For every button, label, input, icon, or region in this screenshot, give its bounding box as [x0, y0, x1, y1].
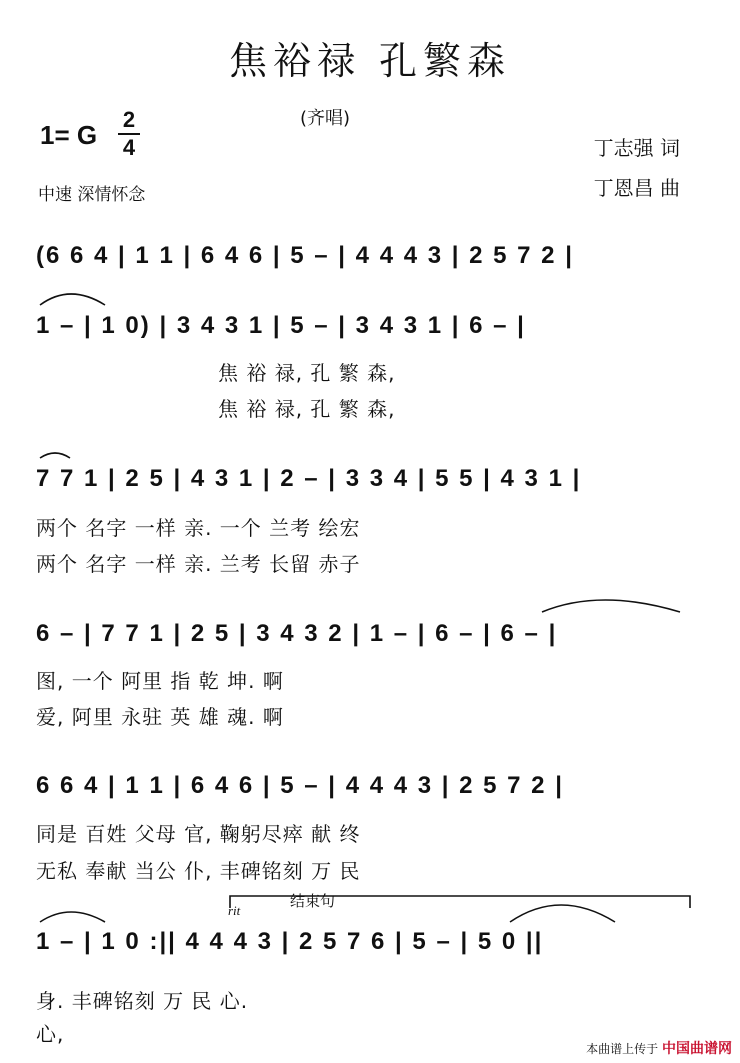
lyric-line-3a: 两个 名字 一样 亲. 一个 兰考 绘宏 — [36, 516, 361, 540]
lyric-line-4a: 图, 一个 阿里 指 乾 坤. 啊 — [36, 669, 284, 693]
lyric-line-5b: 无私 奉献 当公 仆, 丰碑铭刻 万 民 — [36, 859, 361, 883]
lyric-line-4b: 爱, 阿里 永驻 英 雄 魂. 啊 — [36, 705, 284, 729]
composer-credit: 丁恩昌 曲 — [593, 176, 680, 200]
lyric-line-3b: 两个 名字 一样 亲. 兰考 长留 赤子 — [36, 552, 361, 576]
performance-note: (齐唱) — [300, 108, 351, 129]
lyric-line-6a: 身. 丰碑铭刻 万 民 心. — [36, 989, 249, 1013]
notation-line-1: (6 6 4 | 1 1 | 6 4 6 | 5 – | 4 4 4 3 | 2 5 7 2 | — [36, 242, 574, 269]
site-logo: 中国曲谱网 — [662, 1041, 732, 1057]
tempo-marking: 中速 深情怀念 — [38, 185, 146, 205]
slur-arc — [40, 453, 70, 458]
ending-bracket — [230, 896, 690, 908]
lyricist-credit: 丁志强 词 — [593, 136, 680, 160]
ritardando-mark: rit — [228, 903, 241, 918]
tie-arc — [40, 294, 105, 305]
footer-credit — [586, 1038, 732, 1058]
lyric-line-6b: 心, — [36, 1022, 65, 1046]
lyric-line-5a: 同是 百姓 父母 官, 鞠躬尽瘁 献 终 — [36, 822, 361, 846]
tie-arc — [40, 912, 105, 922]
notation-line-3: 7 7 1 | 2 5 | 4 3 1 | 2 – | 3 3 4 | 5 5 | 4 3 1 | — [36, 465, 582, 492]
tie-arc — [542, 600, 680, 612]
lyric-line-2a: 焦 裕 禄, 孔 繁 森, — [218, 361, 396, 385]
ending-phrase-mark: 结束句 — [290, 892, 336, 910]
key-signature: 1= G — [40, 120, 98, 150]
lyric-line-2b: 焦 裕 禄, 孔 繁 森, — [218, 397, 396, 421]
tie-arc — [510, 905, 615, 922]
time-top: 2 — [122, 107, 136, 132]
song-title: 焦裕禄 孔繁森 — [228, 39, 512, 83]
footer-text: 本曲谱上传于 — [586, 1042, 659, 1056]
notation-line-6: 1 – | 1 0 :|| 4 4 4 3 | 2 5 7 6 | 5 – | 5 0 || — [36, 928, 544, 955]
notation-line-4: 6 – | 7 7 1 | 2 5 | 3 4 3 2 | 1 – | 6 – | 6 – | — [36, 620, 558, 647]
notation-line-5: 6 6 4 | 1 1 | 6 4 6 | 5 – | 4 4 4 3 | 2 5 7 2 | — [36, 772, 564, 799]
notation-line-2: 1 – | 1 0) | 3 4 3 1 | 5 – | 3 4 3 1 | 6 – | — [36, 312, 526, 339]
time-bottom: 4 — [122, 135, 136, 160]
